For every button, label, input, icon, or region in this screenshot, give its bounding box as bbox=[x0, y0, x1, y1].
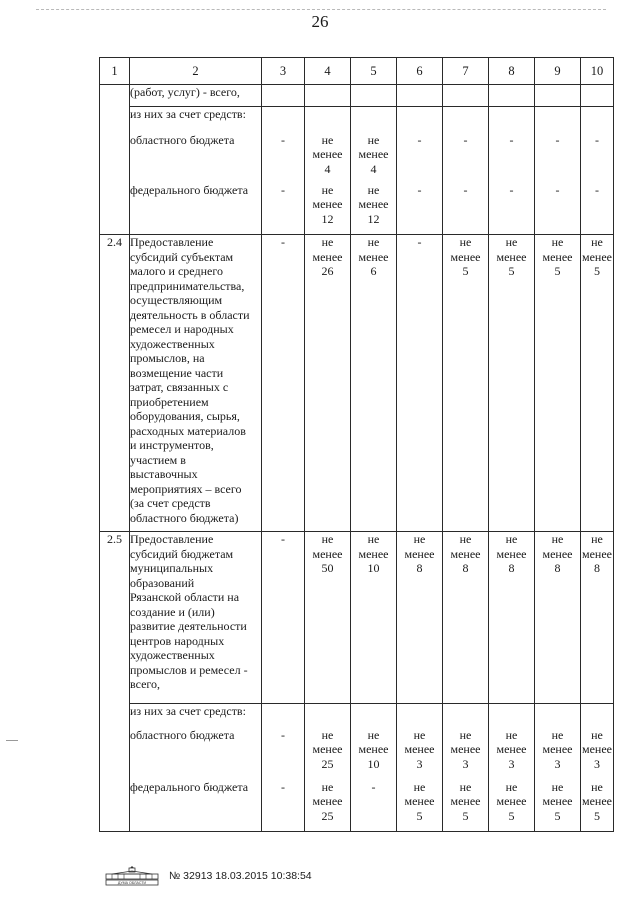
value-line: 25 bbox=[321, 756, 334, 771]
value-line: не bbox=[551, 779, 564, 794]
table-row bbox=[100, 728, 614, 780]
value-line: - bbox=[281, 727, 285, 742]
value-line: менее bbox=[312, 147, 343, 161]
value-line: менее bbox=[404, 546, 435, 561]
value-line: не bbox=[551, 727, 564, 742]
indicator-name-line: Рязанской области на bbox=[130, 590, 240, 604]
indicator-name-cell bbox=[130, 235, 262, 532]
value-cell bbox=[351, 107, 397, 133]
value-line: - bbox=[509, 132, 514, 147]
value-line: - bbox=[595, 132, 599, 147]
value-cell bbox=[489, 532, 535, 704]
value-cell bbox=[581, 183, 614, 235]
value-line: 8 bbox=[594, 561, 600, 575]
value-line: 5 bbox=[594, 264, 600, 278]
indicator-name-cell bbox=[130, 780, 262, 832]
value-cell bbox=[489, 133, 535, 183]
value-line: менее bbox=[542, 742, 573, 756]
column-header: 9 bbox=[535, 58, 581, 85]
row-number-cell bbox=[100, 728, 130, 780]
value-line: 5 bbox=[554, 264, 561, 278]
column-header: 8 bbox=[489, 58, 535, 85]
value-cell bbox=[351, 235, 397, 532]
indicator-name-line: промыслов, на bbox=[130, 351, 205, 365]
value-cell bbox=[397, 183, 443, 235]
value-cell bbox=[397, 532, 443, 704]
value-line: 5 bbox=[462, 808, 469, 823]
row-number-cell bbox=[100, 704, 130, 728]
value-line: не bbox=[367, 532, 380, 546]
value-cell bbox=[535, 780, 581, 832]
value-cell bbox=[397, 704, 443, 728]
indicator-name-line: ремесел и народных bbox=[130, 322, 234, 336]
value-line: не bbox=[321, 132, 334, 147]
value-line: менее bbox=[450, 742, 481, 756]
value-cell bbox=[581, 532, 614, 704]
value-line: - bbox=[281, 132, 285, 147]
indicator-name-line: расходных материалов bbox=[130, 423, 246, 438]
value-line: 8 bbox=[462, 561, 469, 575]
value-cell bbox=[443, 532, 489, 704]
value-line: менее bbox=[542, 249, 573, 264]
value-line: не bbox=[459, 532, 472, 546]
row-number-cell bbox=[100, 133, 130, 183]
value-cell bbox=[305, 183, 351, 235]
value-cell bbox=[262, 235, 305, 532]
indicator-name-line: осуществляющим bbox=[130, 293, 223, 307]
value-cell bbox=[535, 107, 581, 133]
column-number-row bbox=[100, 58, 614, 85]
indicator-name-line: промыслов и ремесел - bbox=[130, 662, 248, 677]
value-line: менее bbox=[450, 546, 481, 561]
indicator-name-line: областного бюджета) bbox=[130, 510, 239, 525]
indicator-name-line: малого и среднего bbox=[130, 264, 223, 278]
building-logo-icon bbox=[102, 866, 162, 886]
value-line: 12 bbox=[321, 211, 334, 226]
value-cell bbox=[443, 728, 489, 780]
value-line: менее bbox=[312, 249, 343, 264]
value-line: не bbox=[459, 779, 472, 794]
column-header: 7 bbox=[443, 58, 489, 85]
value-cell bbox=[305, 704, 351, 728]
value-line: не bbox=[321, 532, 334, 546]
value-line: 5 bbox=[554, 808, 561, 823]
indicator-name-line: оборудования, сырья, bbox=[130, 409, 240, 423]
value-cell bbox=[305, 85, 351, 107]
value-line: 5 bbox=[416, 808, 423, 823]
value-cell bbox=[489, 728, 535, 780]
value-line: менее bbox=[496, 794, 527, 808]
value-cell bbox=[262, 780, 305, 832]
value-line: менее bbox=[312, 546, 343, 561]
value-line: менее bbox=[450, 249, 481, 264]
value-cell bbox=[397, 780, 443, 832]
value-cell bbox=[351, 780, 397, 832]
value-cell bbox=[581, 728, 614, 780]
value-line: менее bbox=[496, 742, 527, 756]
value-line: 5 bbox=[508, 264, 515, 278]
value-line: - bbox=[463, 132, 468, 147]
value-cell bbox=[489, 85, 535, 107]
value-line: не bbox=[505, 779, 518, 794]
value-line: менее bbox=[358, 197, 389, 211]
value-line: 3 bbox=[462, 756, 469, 771]
value-line: 3 bbox=[508, 756, 515, 771]
table-row bbox=[100, 532, 614, 704]
indicator-name-line: субсидий бюджетам bbox=[130, 546, 234, 561]
value-line: не bbox=[367, 727, 380, 742]
value-cell bbox=[443, 704, 489, 728]
value-cell bbox=[397, 728, 443, 780]
value-line: менее bbox=[450, 794, 481, 808]
value-cell bbox=[535, 532, 581, 704]
indicator-name-cell bbox=[130, 704, 262, 728]
indicator-name-line: муниципальных bbox=[130, 561, 214, 575]
table-row bbox=[100, 704, 614, 728]
indicator-name-line: всего, bbox=[130, 677, 161, 691]
value-line: менее bbox=[542, 546, 573, 561]
margin-mark bbox=[6, 740, 18, 741]
registration-number: № 32913 18.03.2015 10:38:54 bbox=[169, 870, 312, 882]
value-line: не bbox=[551, 235, 564, 249]
value-cell bbox=[443, 133, 489, 183]
value-line: - bbox=[417, 132, 422, 147]
value-cell bbox=[489, 235, 535, 532]
row-number-cell bbox=[100, 780, 130, 832]
value-line: менее bbox=[358, 249, 389, 264]
value-line: - bbox=[555, 132, 560, 147]
value-cell bbox=[397, 85, 443, 107]
value-cell bbox=[443, 780, 489, 832]
value-line: не bbox=[505, 727, 518, 742]
column-header: 10 bbox=[581, 58, 614, 85]
value-line: 4 bbox=[324, 161, 331, 176]
value-cell bbox=[489, 704, 535, 728]
value-line: не bbox=[367, 182, 380, 197]
value-line: 12 bbox=[367, 211, 380, 226]
value-line: менее bbox=[404, 742, 435, 756]
table-row bbox=[100, 235, 614, 532]
value-line: 5 bbox=[508, 808, 515, 823]
indicator-name-line: областного бюджета bbox=[130, 132, 235, 147]
indicator-name-cell bbox=[130, 532, 262, 704]
value-line: 8 bbox=[554, 561, 561, 575]
indicator-name-cell bbox=[130, 133, 262, 183]
value-line: - bbox=[417, 235, 422, 249]
value-cell bbox=[262, 85, 305, 107]
value-line: менее bbox=[496, 249, 527, 264]
value-cell bbox=[581, 235, 614, 532]
value-cell bbox=[351, 532, 397, 704]
value-line: 3 bbox=[594, 756, 600, 771]
value-cell bbox=[489, 107, 535, 133]
column-header: 5 bbox=[351, 58, 397, 85]
indicator-name-line: центров народных bbox=[130, 633, 225, 648]
value-line: не bbox=[551, 532, 564, 546]
value-line: - bbox=[281, 779, 285, 794]
value-cell bbox=[351, 183, 397, 235]
value-cell bbox=[262, 183, 305, 235]
value-line: не bbox=[413, 727, 426, 742]
indicator-name-cell bbox=[130, 107, 262, 133]
value-cell bbox=[489, 183, 535, 235]
indicator-name-line: образований bbox=[130, 575, 195, 590]
column-header: 2 bbox=[130, 58, 262, 85]
value-line: - bbox=[463, 182, 468, 197]
table-row bbox=[100, 107, 614, 133]
value-cell bbox=[305, 107, 351, 133]
indicator-name-line: участием в bbox=[130, 452, 186, 467]
value-cell bbox=[262, 133, 305, 183]
value-line: не bbox=[591, 532, 603, 546]
value-line: 25 bbox=[321, 808, 334, 823]
value-line: 5 bbox=[462, 264, 469, 278]
value-line: менее bbox=[404, 794, 435, 808]
value-cell bbox=[443, 183, 489, 235]
indicator-name-line: (работ, услуг) - всего, bbox=[130, 85, 240, 99]
value-line: не bbox=[505, 235, 518, 249]
page-number: 26 bbox=[311, 12, 329, 31]
value-line: не bbox=[591, 235, 603, 249]
indicator-name-line: федерального бюджета bbox=[130, 182, 249, 197]
value-line: 3 bbox=[416, 756, 423, 771]
value-line: не bbox=[413, 532, 426, 546]
value-line: 5 bbox=[594, 808, 600, 823]
indicator-name-line: (за счет средств bbox=[130, 496, 211, 510]
value-line: 6 bbox=[370, 264, 377, 278]
indicator-name-cell bbox=[130, 183, 262, 235]
registration-stamp bbox=[102, 866, 422, 886]
value-line: менее bbox=[582, 794, 612, 808]
indicator-name-line: затрат, связанных с bbox=[130, 380, 229, 394]
indicator-name-line: выставочных bbox=[130, 467, 198, 481]
value-cell bbox=[443, 235, 489, 532]
value-line: 10 bbox=[367, 561, 380, 575]
value-cell bbox=[535, 133, 581, 183]
row-number-cell: 2.5 bbox=[100, 532, 130, 704]
value-cell bbox=[305, 728, 351, 780]
indicator-name-line: Предоставление bbox=[130, 235, 214, 249]
indicator-name-line: областного бюджета bbox=[130, 727, 235, 742]
value-line: не bbox=[367, 235, 380, 249]
value-cell bbox=[535, 85, 581, 107]
indicator-name-line: художественных bbox=[130, 648, 215, 662]
row-number-cell bbox=[100, 107, 130, 133]
value-line: - bbox=[417, 182, 422, 197]
value-cell bbox=[535, 728, 581, 780]
value-cell bbox=[581, 133, 614, 183]
indicator-name-cell bbox=[130, 728, 262, 780]
value-line: не bbox=[591, 779, 603, 794]
value-cell bbox=[397, 107, 443, 133]
value-line: 8 bbox=[508, 561, 515, 575]
value-line: 4 bbox=[370, 161, 377, 176]
column-header: 3 bbox=[262, 58, 305, 85]
value-line: - bbox=[281, 532, 285, 546]
value-cell bbox=[351, 728, 397, 780]
top-rule bbox=[36, 9, 606, 10]
value-cell bbox=[305, 532, 351, 704]
indicator-name-line: деятельность в области bbox=[130, 307, 250, 322]
value-line: не bbox=[321, 182, 334, 197]
value-line: не bbox=[413, 779, 426, 794]
indicator-name-line: возмещение части bbox=[130, 365, 224, 380]
value-line: не bbox=[591, 727, 603, 742]
value-line: не bbox=[321, 779, 334, 794]
value-cell bbox=[581, 85, 614, 107]
table-row bbox=[100, 85, 614, 107]
value-cell bbox=[581, 704, 614, 728]
table-row bbox=[100, 133, 614, 183]
value-line: - bbox=[555, 182, 560, 197]
value-cell bbox=[489, 780, 535, 832]
value-cell bbox=[305, 133, 351, 183]
value-line: не bbox=[459, 727, 472, 742]
value-line: - bbox=[371, 779, 376, 794]
value-line: не bbox=[321, 727, 334, 742]
value-line: менее bbox=[542, 794, 573, 808]
table-row bbox=[100, 183, 614, 235]
indicator-name-line: предпринимательства, bbox=[130, 278, 245, 293]
value-line: не bbox=[321, 235, 334, 249]
indicator-name-line: из них за счет средств: bbox=[130, 107, 246, 121]
indicator-name-line: создание и (или) bbox=[130, 604, 215, 619]
indicators-table bbox=[99, 57, 614, 832]
value-cell bbox=[262, 107, 305, 133]
value-cell bbox=[443, 107, 489, 133]
value-line: - bbox=[281, 235, 285, 249]
indicator-name-line: субсидий субъектам bbox=[130, 249, 234, 264]
indicator-name-line: развитие деятельности bbox=[130, 619, 247, 633]
indicator-name-line: художественных bbox=[130, 336, 215, 351]
value-line: не bbox=[367, 132, 380, 147]
value-line: - bbox=[509, 182, 514, 197]
logo-caption: ДУМА ОБЛАСТИ bbox=[117, 881, 147, 886]
value-line: - bbox=[595, 182, 599, 197]
value-line: - bbox=[281, 182, 285, 197]
indicator-name-line: из них за счет средств: bbox=[130, 704, 246, 718]
indicator-name-line: приобретением bbox=[130, 394, 209, 409]
value-line: менее bbox=[496, 546, 527, 561]
value-cell bbox=[535, 183, 581, 235]
value-cell bbox=[535, 235, 581, 532]
column-header: 4 bbox=[305, 58, 351, 85]
value-cell bbox=[262, 532, 305, 704]
indicator-name-line: федерального бюджета bbox=[130, 779, 249, 794]
value-cell bbox=[262, 704, 305, 728]
column-header: 6 bbox=[397, 58, 443, 85]
value-line: менее bbox=[358, 147, 389, 161]
value-cell bbox=[262, 728, 305, 780]
value-cell bbox=[351, 133, 397, 183]
value-line: менее bbox=[582, 742, 612, 756]
value-line: менее bbox=[358, 546, 389, 561]
value-cell bbox=[305, 235, 351, 532]
value-cell bbox=[305, 780, 351, 832]
value-cell bbox=[581, 107, 614, 133]
indicator-name-line: и инструментов, bbox=[130, 438, 214, 452]
value-cell bbox=[443, 85, 489, 107]
value-line: не bbox=[459, 235, 472, 249]
row-number-cell bbox=[100, 85, 130, 107]
value-line: 8 bbox=[416, 561, 423, 575]
value-line: менее bbox=[312, 197, 343, 211]
value-line: 50 bbox=[321, 561, 334, 575]
value-line: 10 bbox=[367, 756, 380, 771]
value-line: менее bbox=[358, 742, 389, 756]
value-cell bbox=[397, 133, 443, 183]
value-cell bbox=[351, 704, 397, 728]
table-row bbox=[100, 780, 614, 832]
value-cell bbox=[581, 780, 614, 832]
indicator-name-line: мероприятиях – всего bbox=[130, 481, 242, 496]
indicator-name-line: Предоставление bbox=[130, 532, 214, 546]
value-cell bbox=[535, 704, 581, 728]
row-number-cell bbox=[100, 183, 130, 235]
value-line: 3 bbox=[554, 756, 561, 771]
value-cell bbox=[397, 235, 443, 532]
value-line: менее bbox=[582, 249, 612, 264]
value-line: 26 bbox=[321, 264, 334, 278]
indicator-name-cell bbox=[130, 85, 262, 107]
column-header: 1 bbox=[100, 58, 130, 85]
value-line: менее bbox=[312, 742, 343, 756]
value-line: менее bbox=[582, 546, 612, 561]
value-line: менее bbox=[312, 794, 343, 808]
row-number-cell: 2.4 bbox=[100, 235, 130, 532]
value-line: не bbox=[505, 532, 518, 546]
value-cell bbox=[351, 85, 397, 107]
